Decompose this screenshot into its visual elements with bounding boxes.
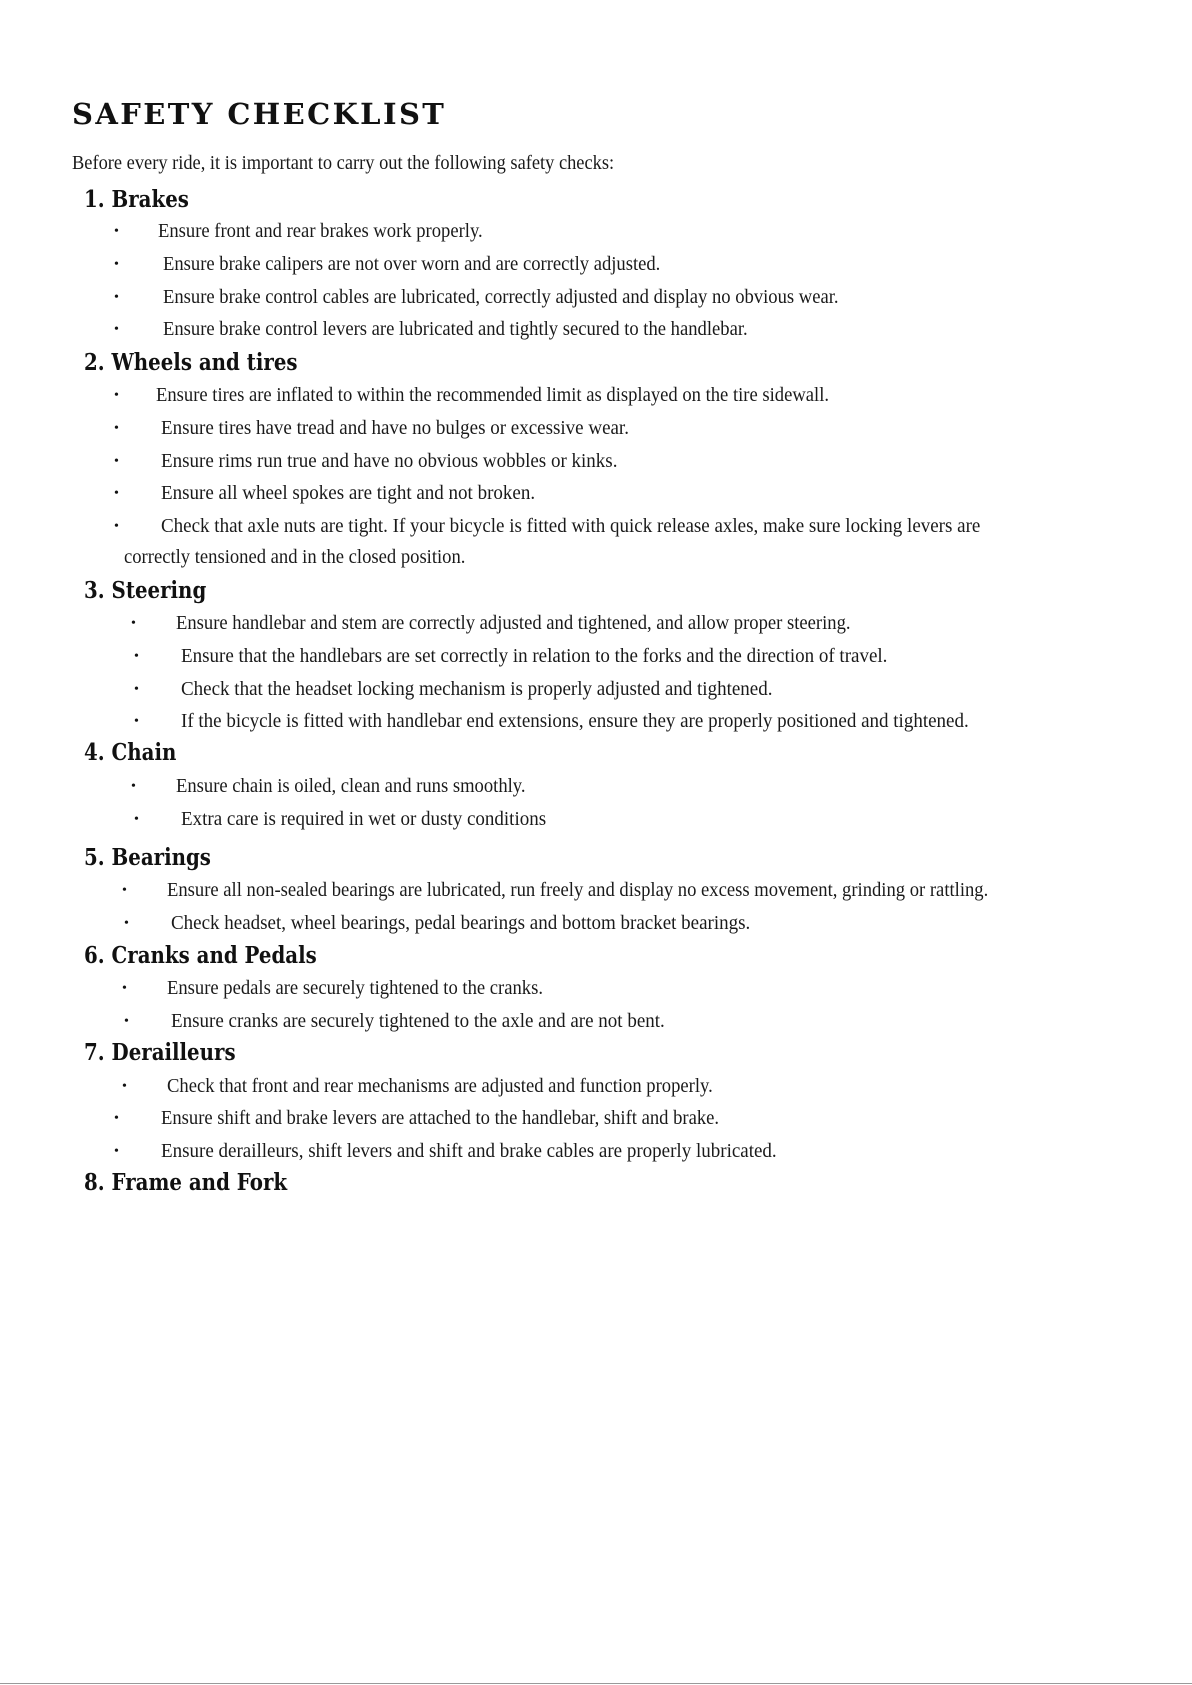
section-heading-bearings: 5. Bearings: [84, 844, 211, 871]
section-heading-wheels-and-tires: 2. Wheels and tires: [84, 349, 298, 376]
checklist-item: Ensure that the handlebars are set correctly in relation to the forks and the direction of travel.: [181, 645, 888, 667]
bullet-marker: •: [124, 1014, 129, 1029]
checklist-item: Ensure all wheel spokes are tight and not broken.: [161, 482, 536, 504]
checklist-item: Check that front and rear mechanisms are adjusted and function properly.: [167, 1075, 713, 1097]
checklist-item: Ensure shift and brake levers are attached to the handlebar, shift and brake.: [161, 1107, 720, 1129]
bullet-marker: •: [114, 1144, 119, 1159]
page-bottom-rule: [0, 1683, 1192, 1684]
bullet-marker: •: [114, 486, 119, 501]
bullet-marker: •: [114, 257, 119, 272]
bullet-marker: •: [114, 1111, 119, 1126]
bullet-marker: •: [114, 290, 119, 305]
checklist-item: Ensure handlebar and stem are correctly adjusted and tightened, and allow proper steering.: [176, 612, 851, 634]
bullet-marker: •: [122, 1079, 127, 1094]
checklist-item: If the bicycle is fitted with handlebar end extensions, ensure they are properly positioned and tightened.: [181, 710, 969, 732]
checklist-item: Ensure rims run true and have no obvious wobbles or kinks.: [161, 450, 618, 472]
checklist-item: Check that the headset locking mechanism is properly adjusted and tightened.: [181, 678, 773, 700]
bullet-marker: •: [134, 649, 139, 664]
section-heading-derailleurs: 7. Derailleurs: [84, 1039, 236, 1066]
checklist-item: Ensure cranks are securely tightened to the axle and are not bent.: [171, 1010, 665, 1032]
bullet-marker: •: [114, 388, 119, 403]
intro-paragraph: Before every ride, it is important to carry out the following safety checks:: [72, 152, 615, 174]
checklist-item: Ensure derailleurs, shift levers and shift and brake cables are properly lubricated.: [161, 1140, 777, 1162]
bullet-marker: •: [114, 322, 119, 337]
checklist-item-continuation: correctly tensioned and in the closed position.: [124, 546, 466, 568]
bullet-marker: •: [114, 224, 119, 239]
checklist-item: Ensure chain is oiled, clean and runs smoothly.: [176, 775, 526, 797]
checklist-item: Ensure brake control cables are lubricated, correctly adjusted and display no obvious wear.: [163, 286, 839, 308]
section-heading-cranks-and-pedals: 6. Cranks and Pedals: [84, 942, 317, 969]
bullet-marker: •: [114, 519, 119, 534]
section-heading-steering: 3. Steering: [84, 577, 207, 604]
page-title: SAFETY CHECKLIST: [72, 97, 447, 131]
checklist-item: Ensure all non-sealed bearings are lubricated, run freely and display no excess movement, grinding or rattling.: [167, 879, 989, 901]
checklist-item: Ensure brake calipers are not over worn and are correctly adjusted.: [163, 253, 661, 275]
bullet-marker: •: [131, 616, 136, 631]
bullet-marker: •: [114, 454, 119, 469]
checklist-item: Ensure front and rear brakes work properly.: [158, 220, 483, 242]
bullet-marker: •: [114, 421, 119, 436]
bullet-marker: •: [122, 883, 127, 898]
bullet-marker: •: [131, 779, 136, 794]
checklist-item: Ensure pedals are securely tightened to the cranks.: [167, 977, 543, 999]
checklist-item: Ensure tires have tread and have no bulges or excessive wear.: [161, 417, 629, 439]
section-heading-frame-and-fork: 8. Frame and Fork: [84, 1169, 288, 1196]
section-heading-chain: 4. Chain: [84, 739, 177, 766]
section-heading-brakes: 1. Brakes: [84, 186, 189, 213]
bullet-marker: •: [134, 812, 139, 827]
checklist-item: Ensure tires are inflated to within the recommended limit as displayed on the tire sidewall.: [156, 384, 830, 406]
bullet-marker: •: [134, 682, 139, 697]
checklist-item: Ensure brake control levers are lubricated and tightly secured to the handlebar.: [163, 318, 748, 340]
bullet-marker: •: [122, 981, 127, 996]
bullet-marker: •: [134, 714, 139, 729]
checklist-item: Extra care is required in wet or dusty conditions: [181, 808, 547, 830]
checklist-item: Check that axle nuts are tight. If your bicycle is fitted with quick release axles, make sure locking levers are: [161, 515, 981, 537]
bullet-marker: •: [124, 916, 129, 931]
checklist-item: Check headset, wheel bearings, pedal bearings and bottom bracket bearings.: [171, 912, 751, 934]
